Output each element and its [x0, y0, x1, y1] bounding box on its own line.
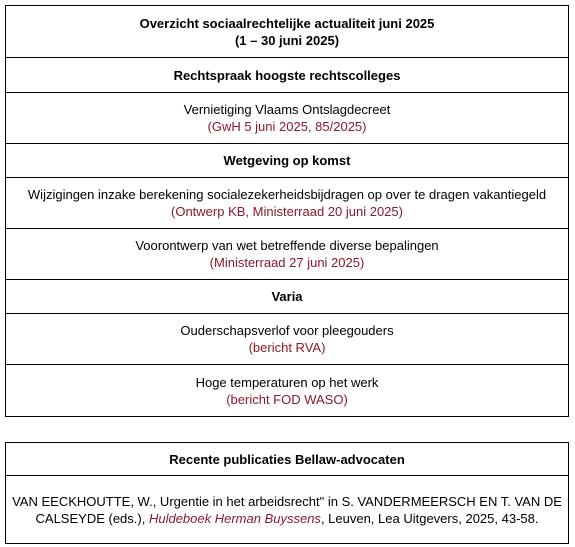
- publication-entry: [6, 476, 569, 544]
- item-vakantiegeld-bijdragen: [6, 178, 569, 229]
- item-voorontwerp-diverse-bepalingen: [6, 229, 569, 280]
- item-title: Hoge temperaturen op het werk: [195, 374, 379, 390]
- item-reference: (GwH 5 juni 2025, 85/2025): [207, 119, 367, 134]
- overview-title: Overzicht sociaalrechtelijke actualiteit juni 2025: [139, 15, 435, 31]
- publication-details: , Leuven, Lea Uitgevers, 2025, 43-58.: [320, 510, 539, 526]
- overview-title-cell: [6, 6, 569, 58]
- reference-link[interactable]: Ministerraad 27 juni 2025: [214, 255, 360, 270]
- overview-table: [5, 5, 569, 417]
- item-hoge-temperaturen: [6, 365, 569, 417]
- item-title: Wijzigingen inzake berekening socialezekerheidsbijdragen op over te dragen vakantiegeld: [27, 187, 547, 202]
- reference-link[interactable]: bericht RVA: [252, 340, 322, 355]
- item-reference: (bericht RVA): [248, 340, 326, 355]
- publications-heading: Recente publicaties Bellaw-advocaten: [6, 443, 569, 476]
- section-heading-varia: Varia: [6, 280, 569, 314]
- item-title: Vernietiging Vlaams Ontslagdecreet: [183, 102, 391, 117]
- publications-table: [5, 442, 569, 544]
- reference-link[interactable]: Ontwerp KB, Ministerraad 20 juni 2025: [175, 204, 399, 219]
- item-reference: (Ontwerp KB, Ministerraad 20 juni 2025): [171, 204, 403, 219]
- section-heading-rechtspraak: Rechtspraak hoogste rechtscolleges: [6, 58, 569, 93]
- reference-link[interactable]: bericht FOD WASO: [230, 391, 344, 407]
- item-title: Voorontwerp van wet betreffende diverse bepalingen: [135, 238, 439, 253]
- section-heading-wetgeving: Wetgeving op komst: [6, 144, 569, 178]
- item-vernietiging-ontslagdecreet: [6, 93, 569, 144]
- item-ouderschapsverlof: [6, 314, 569, 365]
- publication-citation: VAN EECKHOUTTE, W., Urgentie in het arbeidsrecht" in S. VANDERMEERSCH EN T. VAN DE CALSEYDE (eds.),: [12, 493, 562, 526]
- item-reference: (Ministerraad 27 juni 2025): [209, 255, 365, 270]
- item-reference: (bericht FOD WASO): [226, 391, 348, 407]
- publication-book-link[interactable]: Huldeboek Herman Buyssens: [148, 510, 321, 526]
- overview-period: (1 – 30 juni 2025): [234, 32, 340, 48]
- item-title: Ouderschapsverlof voor pleegouders: [180, 323, 394, 338]
- reference-link[interactable]: GwH 5 juni 2025, 85/2025: [211, 119, 363, 134]
